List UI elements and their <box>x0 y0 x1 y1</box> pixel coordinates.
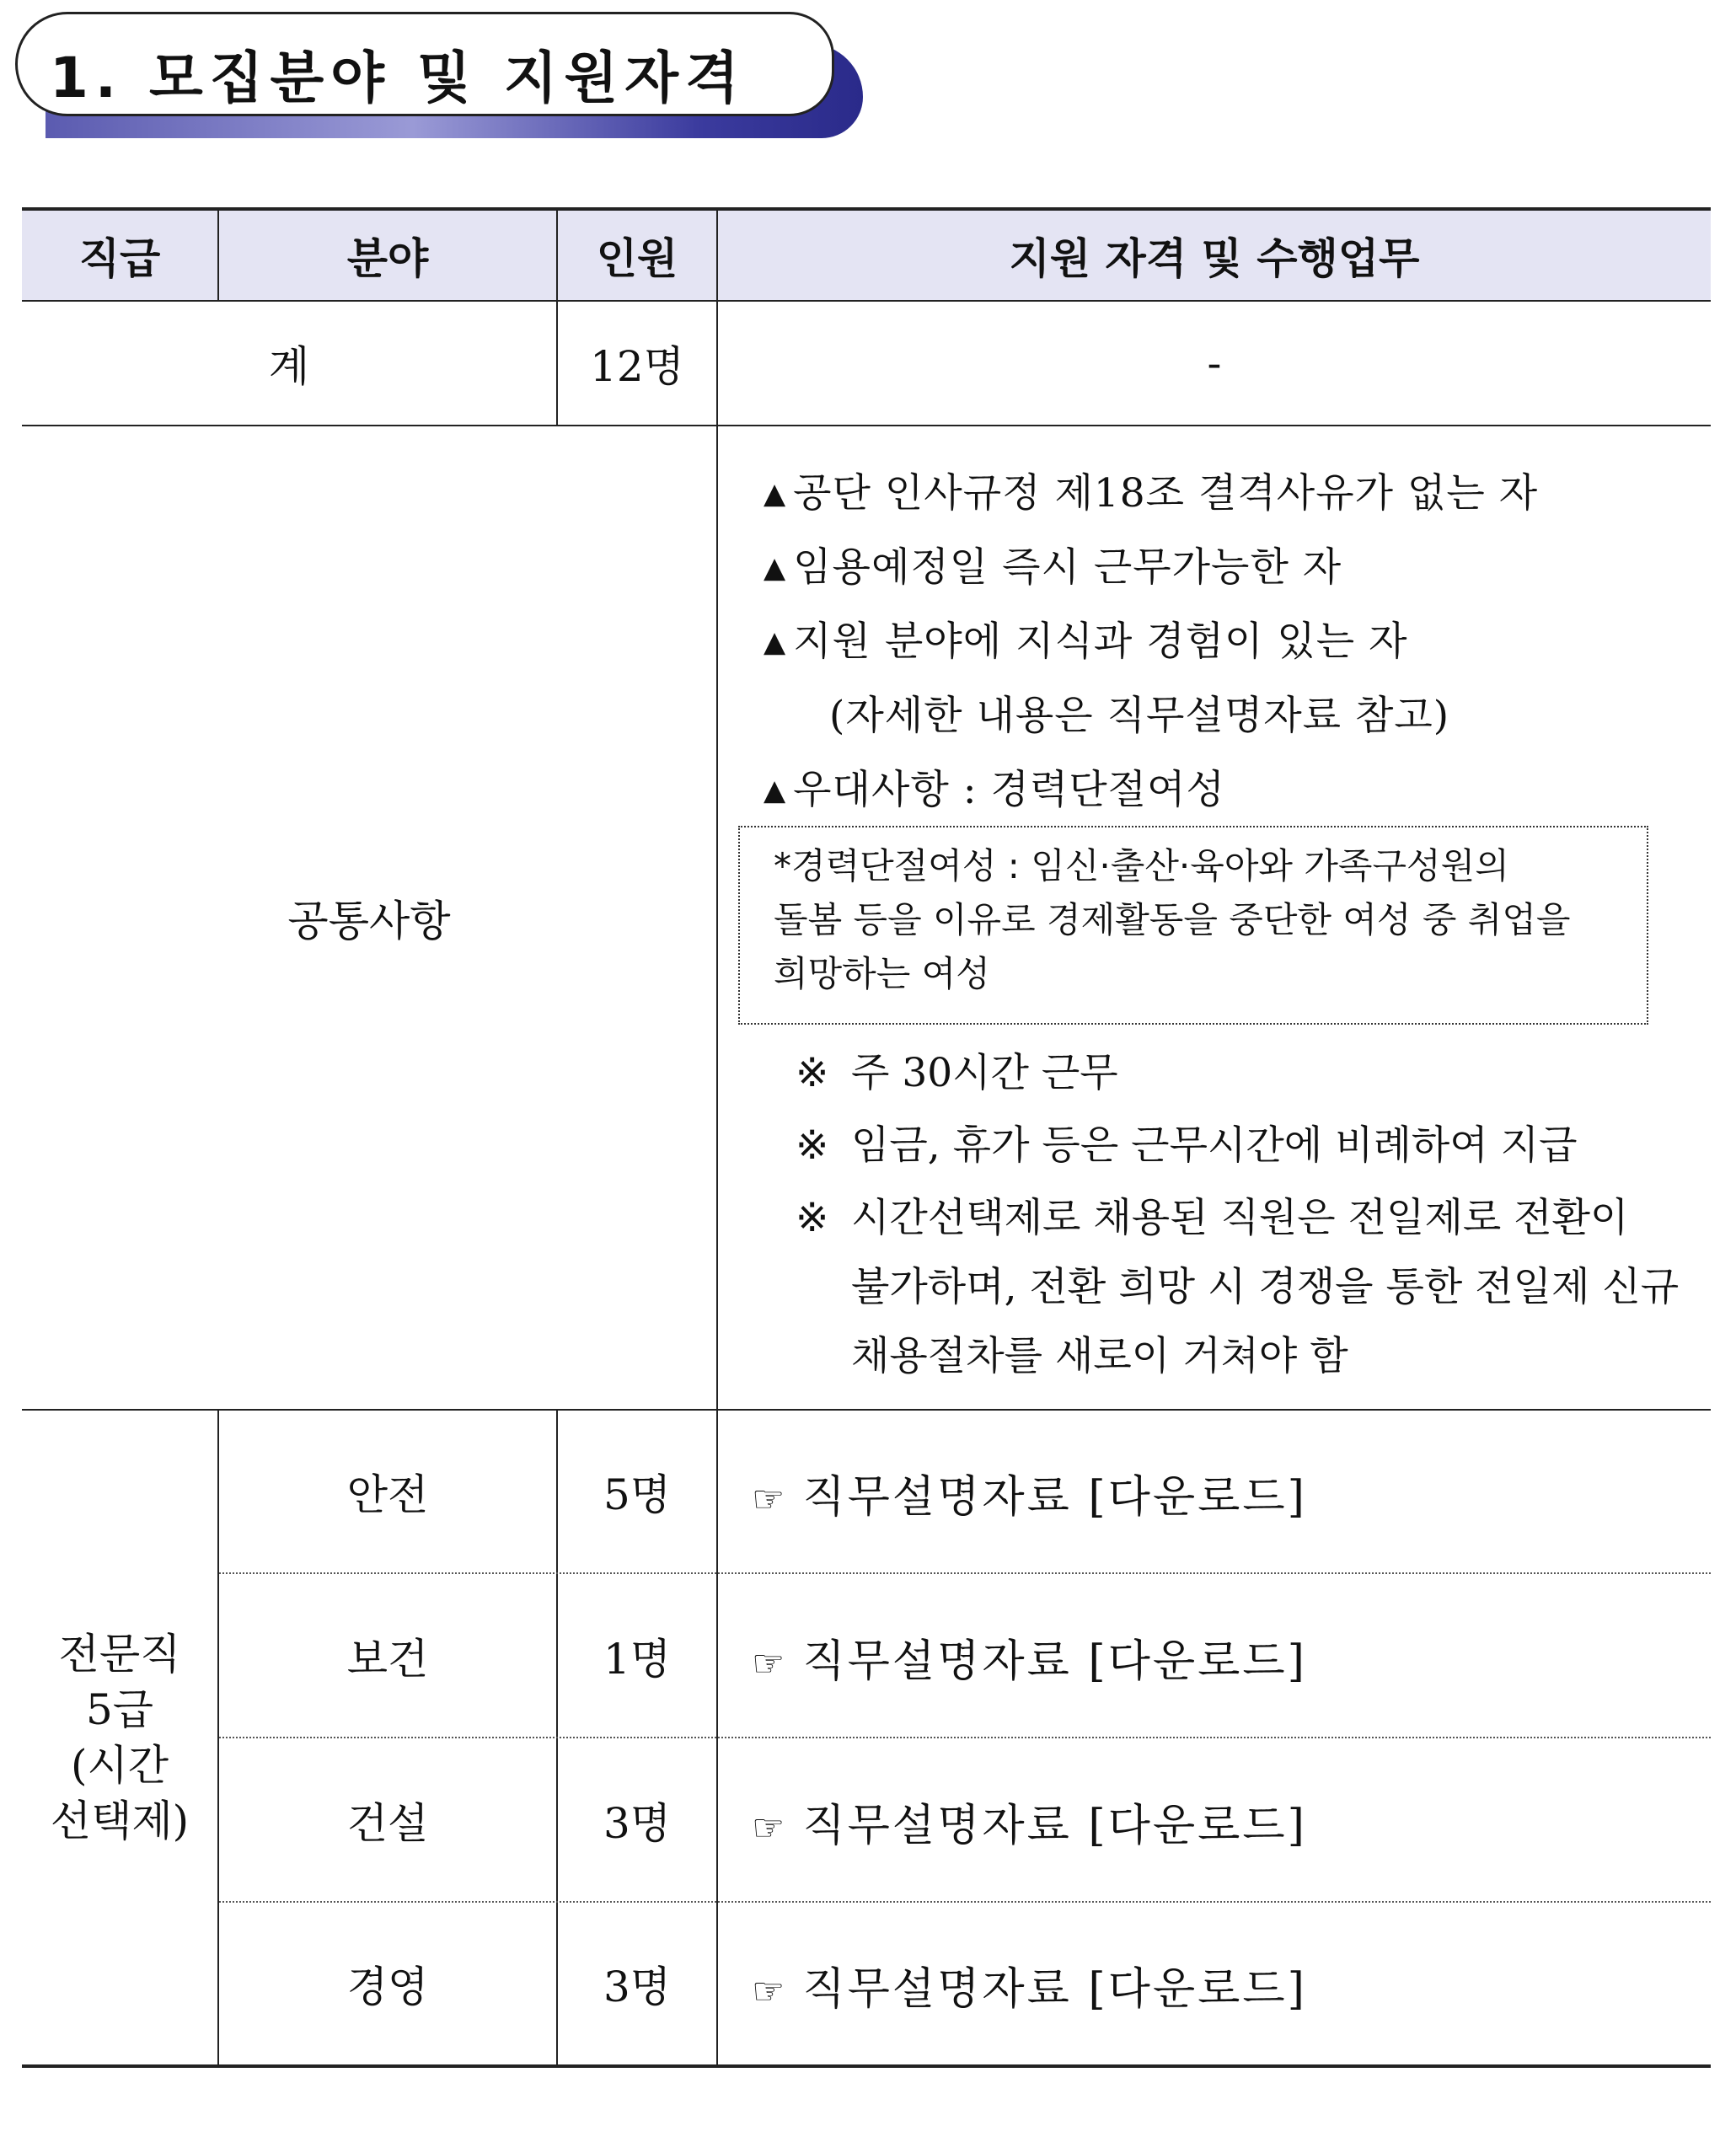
triangle-bullet-icon: ▲ <box>764 551 787 585</box>
requirement-item: ▲ 공단 인사규정 제18조 결격사유가 없는 자 <box>764 470 1539 517</box>
remark-continuation: 채용절차를 새로이 거쳐야 함 <box>851 1333 1348 1379</box>
grade-label: 전문직 5급 (시간 선택제) <box>50 1630 190 1845</box>
pointing-hand-icon: ☞ <box>752 1807 788 1850</box>
remark-item: ※ 임금, 휴가 등은 근무시간에 비례하여 지급 <box>796 1122 1578 1169</box>
reference-mark-icon: ※ <box>796 1195 829 1241</box>
triangle-bullet-icon: ▲ <box>764 625 787 659</box>
job-description-download-link[interactable]: ☞ 직무설명자료 [다운로드] <box>752 1964 1307 2015</box>
note-line: *경력단절여성 : 임신·출산·육아와 가족구성원의 <box>774 845 1509 886</box>
field-count: 3명 <box>603 1963 672 2011</box>
section-title-tab <box>15 12 858 138</box>
requirement-item: ▲ 임용예정일 즉시 근무가능한 자 <box>764 544 1342 591</box>
pointing-hand-icon: ☞ <box>752 1642 788 1685</box>
requirement-detail: (자세한 내용은 직무설명자료 참고) <box>829 693 1450 739</box>
field-count: 1명 <box>603 1634 672 1684</box>
note-line: 희망하는 여성 <box>774 953 990 994</box>
triangle-bullet-icon: ▲ <box>764 774 787 807</box>
col-divider-3 <box>716 207 718 2066</box>
pointing-hand-icon: ☞ <box>752 1970 788 2013</box>
requirement-item: ▲ 우대사항 : 경력단절여성 <box>764 767 1225 813</box>
field-name: 안전 <box>346 1470 429 1519</box>
reference-mark-icon: ※ <box>796 1122 829 1169</box>
header-field: 분야 <box>346 234 429 283</box>
job-description-download-link[interactable]: ☞ 직무설명자료 [다운로드] <box>752 1472 1307 1523</box>
reference-mark-icon: ※ <box>796 1050 829 1096</box>
total-count: 12명 <box>590 342 684 391</box>
total-label: 계 <box>268 342 310 391</box>
career-break-note <box>738 826 1648 1025</box>
header-qualifications: 지원 자격 및 수행업무 <box>1009 234 1420 283</box>
header-grade: 직급 <box>78 234 161 283</box>
remark-continuation: 불가하며, 전환 희망 시 경쟁을 통한 전일제 신규 <box>851 1264 1680 1310</box>
job-description-download-link[interactable]: ☞ 직무설명자료 [다운로드] <box>752 1801 1307 1851</box>
requirement-item: ▲ 지원 분야에 지식과 경험이 있는 자 <box>764 619 1408 665</box>
section-title: 1. 모집분야 및 지원자격 <box>50 46 746 110</box>
field-name: 건설 <box>346 1798 429 1848</box>
field-count: 5명 <box>603 1470 672 1519</box>
remark-item: ※ 시간선택제로 채용된 직원은 전일제로 전환이 <box>796 1195 1629 1241</box>
total-desc: - <box>1207 339 1222 388</box>
common-label: 공통사항 <box>287 897 451 945</box>
note-line: 돌봄 등을 이유로 경제활동을 중단한 여성 중 취업을 <box>774 899 1571 940</box>
header-headcount: 인원 <box>596 234 678 283</box>
table-bottom-border <box>22 2064 1711 2068</box>
pointing-hand-icon: ☞ <box>752 1478 788 1521</box>
field-name: 보건 <box>346 1634 429 1684</box>
triangle-bullet-icon: ▲ <box>764 477 787 511</box>
job-description-download-link[interactable]: ☞ 직무설명자료 [다운로드] <box>752 1636 1307 1687</box>
title-tab-box <box>15 12 834 116</box>
field-count: 3명 <box>603 1798 672 1848</box>
remark-item: ※ 주 30시간 근무 <box>796 1050 1118 1096</box>
field-name: 경영 <box>346 1963 429 2011</box>
